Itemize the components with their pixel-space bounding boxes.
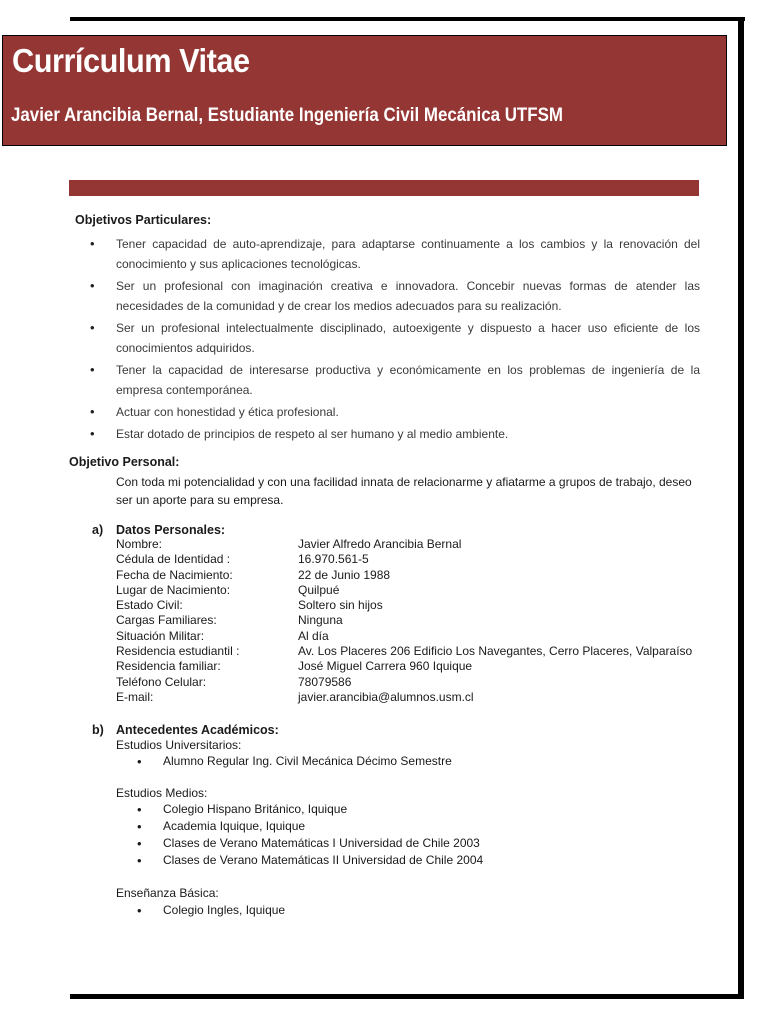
- page-border-top: [70, 17, 745, 21]
- list-item: • Colegio Hispano Británico, Iquique: [137, 801, 483, 818]
- field-label: Teléfono Celular:: [116, 674, 207, 689]
- field-value: 22 de Junio 1988: [298, 567, 391, 582]
- field-value: Ninguna: [298, 613, 343, 628]
- list-item: • Academia Iquique, Iquique: [137, 818, 483, 835]
- list-item: • Tener capacidad de auto-aprendizaje, para adaptarse continuamente a los cambios y la renovación del conocimiento y sus aplicaciones tecnológicas.: [90, 234, 700, 274]
- field-value: Javier Alfredo Arancibia Bernal: [298, 537, 462, 551]
- field-label: Situación Militar:: [116, 628, 205, 643]
- field-value: José Miguel Carrera 960 Iquique: [298, 659, 473, 674]
- list-item: • Alumno Regular Ing. Civil Mecánica Décimo Semestre: [137, 753, 452, 770]
- page-title: Currículum Vitae: [12, 42, 250, 79]
- objetivo-personal-text: Con toda mi potencialidad y con una facilidad innata de relacionarme y afiatarme a grupos de trabajo, deseo ser un aporte para su empresa.: [116, 475, 692, 507]
- section-letter-b: b): [92, 723, 104, 737]
- field-label: Estado Civil:: [116, 598, 183, 613]
- field-label: Cargas Familiares:: [116, 613, 217, 628]
- objetivos-particulares-heading: Objetivos Particulares:: [75, 213, 212, 227]
- estudios-medios-label: Estudios Medios:: [116, 786, 208, 800]
- field-value: Soltero sin hijos: [298, 598, 383, 613]
- field-value: Av. Los Placeres 206 Edificio Los Navegantes, Cerro Placeres, Valparaíso: [298, 644, 693, 659]
- page-border-right: [738, 17, 744, 999]
- field-value: 78079586: [298, 674, 352, 689]
- estudios-universitarios-list: [137, 753, 452, 770]
- email-value: javier.arancibia@alumnos.usm.cl: [298, 689, 474, 704]
- objetivo-personal-heading: Objetivo Personal:: [69, 455, 180, 469]
- ensenanza-basica-list: [137, 902, 285, 919]
- field-value: Al día: [298, 628, 329, 643]
- field-value: Quilpué: [298, 582, 340, 597]
- list-item: • Actuar con honestidad y ética profesional.: [90, 402, 700, 422]
- field-label: Cédula de Identidad :: [116, 552, 231, 567]
- cv-header-banner: [2, 35, 727, 146]
- list-item: • Estar dotado de principios de respeto al ser humano y al medio ambiente.: [90, 424, 700, 444]
- field-value: 16.970.561-5: [298, 552, 369, 567]
- field-label: E-mail:: [116, 689, 154, 704]
- list-item: • Ser un profesional intelectualmente disciplinado, autoexigente y dispuesto a hacer uso eficiente de los conocimientos adquiridos.: [90, 318, 700, 358]
- list-item: • Colegio Ingles, Iquique: [137, 902, 285, 919]
- list-item: • Ser un profesional con imaginación creativa e innovadora. Concebir nuevas formas de atender las necesidades de la comunidad y de crear los medios adecuados para su realización.: [90, 276, 700, 316]
- list-item: • Clases de Verano Matemáticas II Universidad de Chile 2004: [137, 852, 483, 869]
- field-label: Residencia estudiantil :: [116, 644, 240, 659]
- estudios-medios-list: [137, 801, 483, 869]
- field-label: Fecha de Nacimiento:: [116, 567, 233, 582]
- list-item: • Clases de Verano Matemáticas I Universidad de Chile 2003: [137, 835, 483, 852]
- antecedentes-heading: Antecedentes Académicos:: [116, 723, 279, 737]
- field-label: Residencia familiar:: [116, 659, 221, 674]
- field-label: Nombre:: [116, 537, 163, 551]
- ensenanza-basica-label: Enseñanza Básica:: [116, 886, 219, 900]
- page-subtitle: Javier Arancibia Bernal, Estudiante Ingeniería Civil Mecánica UTFSM: [11, 105, 563, 126]
- page-border-bottom: [70, 994, 744, 999]
- list-item: • Tener la capacidad de interesarse productiva y económicamente en los problemas de ingeniería de la empresa contemporánea.: [90, 360, 700, 400]
- datos-personales-heading: Datos Personales:: [116, 523, 226, 537]
- accent-divider-bar: [69, 180, 699, 196]
- estudios-universitarios-label: Estudios Universitarios:: [116, 738, 242, 752]
- section-letter-a: a): [92, 523, 104, 537]
- objetivos-particulares-list: [90, 234, 700, 446]
- field-label: Lugar de Nacimiento:: [116, 582, 231, 597]
